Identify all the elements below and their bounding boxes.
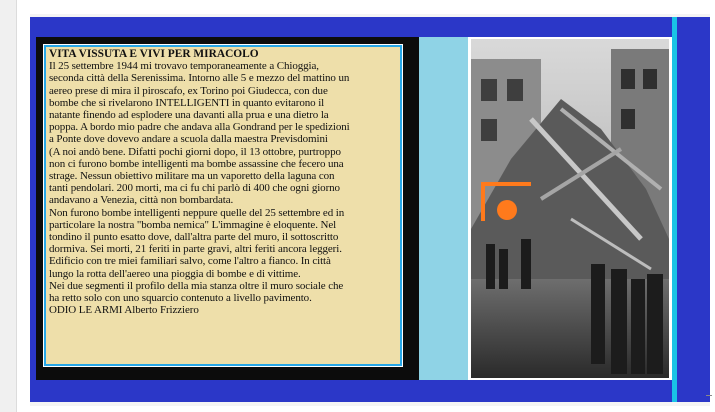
scroll-indicator (706, 395, 712, 396)
story-line: ha retto solo con uno squarcio contenuto a livello pavimento. (49, 292, 312, 305)
right-blue-bar (672, 17, 710, 402)
story-line: tondino il punto esatto dove, dall'altra parte del muro, il sottoscritto (49, 231, 339, 244)
story-line: ODIO LE ARMI Alberto Frizziero (49, 304, 199, 317)
story-line: Il 25 settembre 1944 mi trovavo temporaneamente a Chioggia, (49, 60, 319, 73)
bottom-blue-bar (30, 380, 672, 402)
story-line: natante finendo ad esplodere una davanti alla prua e una dietro la (49, 109, 329, 122)
story-line: strage. Nessun obiettivo militare ma un vaporetto della laguna con (49, 170, 335, 183)
photo-panel (419, 37, 672, 380)
highlight-circle (497, 200, 517, 220)
story-line: (A noi andò bene. Difatti pochi giorni dopo, il 13 ottobre, purtroppo (49, 145, 341, 158)
photo-frame[interactable] (468, 37, 672, 380)
story-line: dormiva. Sei morti, 21 feriti in parte gravi, altri feriti ancora leggeri. (49, 243, 342, 256)
story-title: VITA VISSUTA E VIVI PER MIRACOLO (49, 48, 259, 60)
story-text-box[interactable] (44, 45, 402, 366)
story-line: Non furono bombe intelligenti neppure quelle del 25 settembre ed in (49, 206, 345, 219)
story-line: bombe che si rivelarono INTELLIGENTI in quanto evitarono il (49, 96, 325, 109)
building-window (507, 79, 523, 101)
building-window (621, 69, 635, 89)
story-line: a Ponte dove dovevo andare a scuola dalla maestra Previsdomini (49, 133, 328, 146)
bombed-building-photo (471, 39, 669, 378)
story-line: aereo prese di mira il piroscafo, ex Torino poi Giudecca, con due (49, 84, 328, 97)
story-line: tanti pendolari. 200 morti, ma ci fu chi parlò di 400 che ogni giorno (49, 182, 340, 195)
top-blue-bar (30, 17, 672, 37)
building-window (481, 119, 497, 141)
story-line: andavano a Venezia, città non bombardata. (49, 194, 234, 207)
story-line: poppa. A bordo mio padre che andava alla Gondrand per le spedizioni (49, 121, 350, 134)
story-body (49, 60, 397, 316)
building-window (621, 109, 635, 129)
story-line: particolare la nostra "bomba nemica" L'immagine è eloquente. Nel (49, 218, 337, 231)
story-line: lungo la rotta dell'aereo una pioggia di bombe e di vittime. (49, 267, 301, 280)
left-gutter (0, 0, 17, 412)
story-line: Nei due segmenti il profilo della mia stanza oltre il muro sociale che (49, 279, 344, 292)
story-panel (36, 37, 419, 380)
story-line: non ci furono bombe intelligenti ma bombe assassine che fecero una (49, 157, 344, 170)
building-window (643, 69, 657, 89)
building-window (481, 79, 497, 101)
story-line: Edificio con tre miei familiari salvo, come l'altro a fianco. In città (49, 255, 331, 268)
story-line: seconda città della Serenissima. Intorno alle 5 e mezzo del mattino un (49, 72, 350, 85)
